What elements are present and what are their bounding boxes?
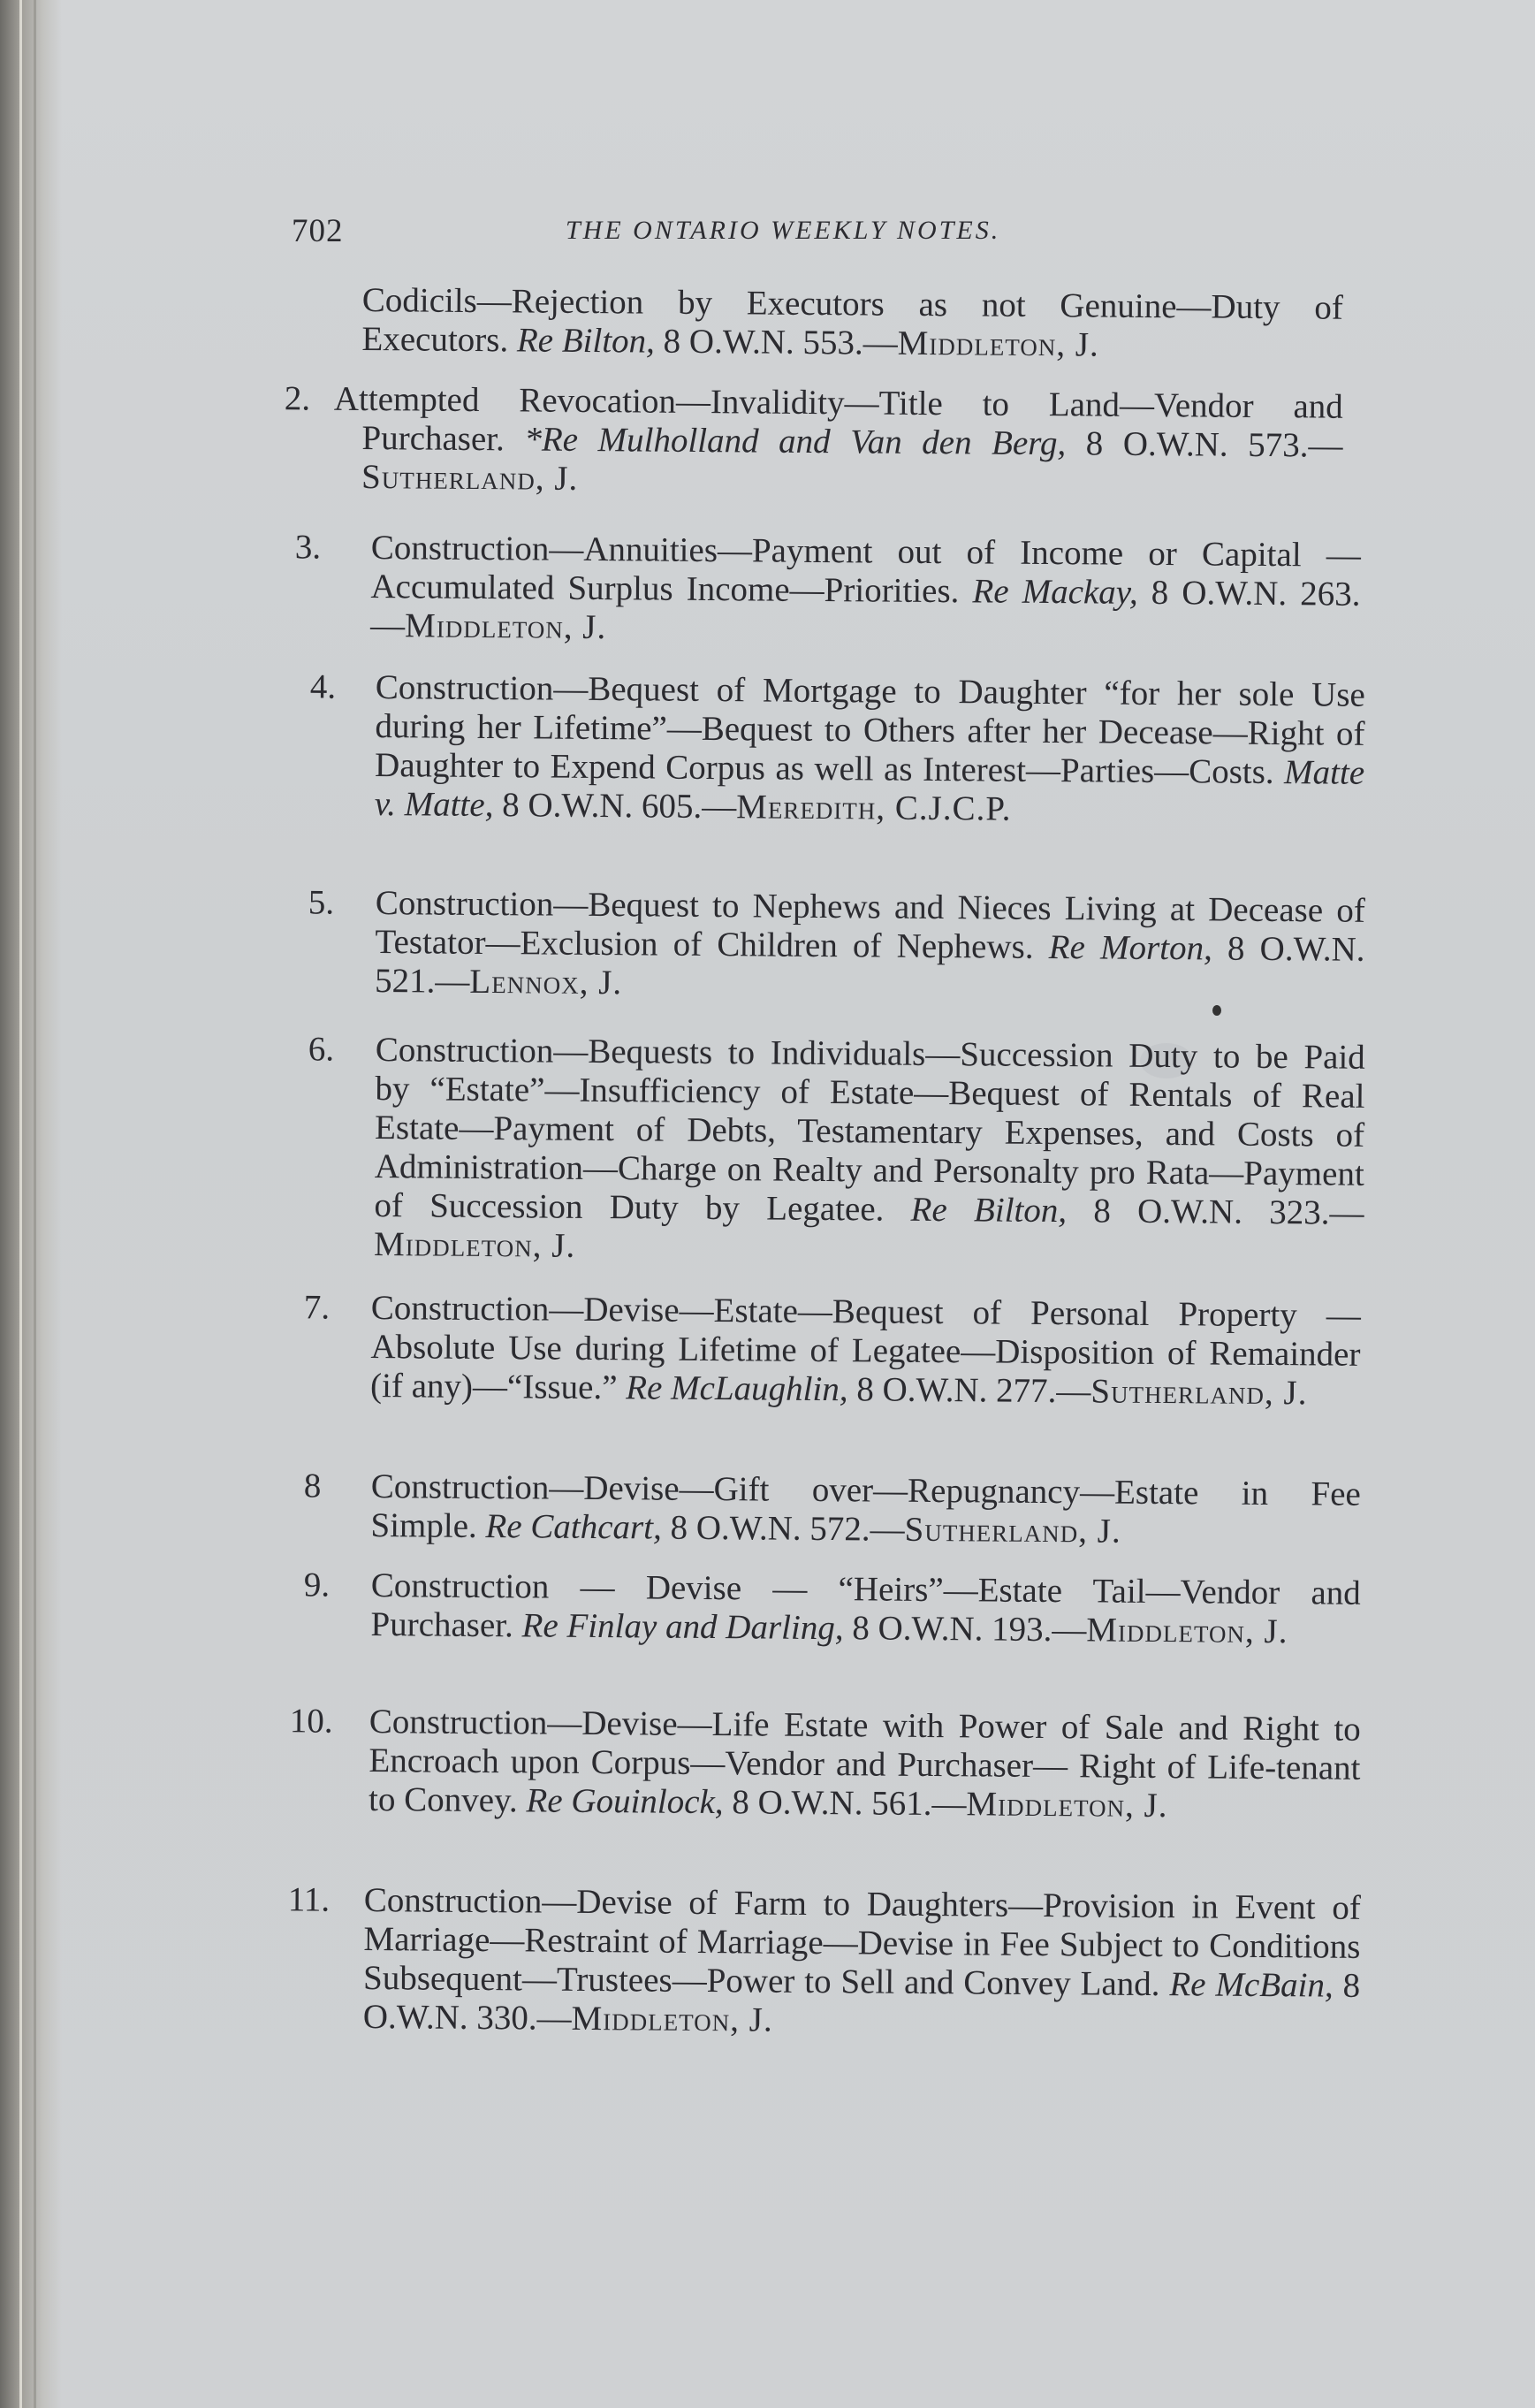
entry-text: Codicils—Rejection by Executors as not Genuine—Duty of Executors.: [361, 281, 1343, 360]
entry-text: Attempted Revocation—Invalidity—Title to Land—Vendor and Purchaser.: [333, 379, 1343, 459]
judge-name: Middleton, J.: [1086, 1611, 1288, 1651]
entry-number: 8: [303, 1467, 322, 1505]
case-reference: Re Mackay,: [972, 572, 1138, 612]
case-reference: Re McLaughlin,: [626, 1368, 848, 1409]
case-reference: Re Morton,: [1048, 927, 1212, 968]
citation: 8 O.W.N. 193.—: [843, 1609, 1087, 1650]
entry-text: Construction—Devise—Estate—Bequest of Personal Property —Absolute Use during Lifetime of Legatee—Disposition of Remainder (if any)—“Issue.”: [369, 1289, 1361, 1407]
judge-name: Lennox, J.: [469, 962, 623, 1002]
case-reference: Re McBain,: [1169, 1965, 1334, 2005]
digest-entry: [303, 1288, 1361, 1414]
entry-number: 11.: [287, 1880, 331, 1919]
case-reference: Re Bilton,: [516, 321, 656, 361]
judge-name: Middleton, J.: [897, 324, 1099, 364]
entry-number: 5.: [308, 883, 335, 922]
case-reference: Re Cathcart,: [485, 1507, 662, 1547]
citation: 8 O.W.N. 263.—: [369, 573, 1361, 645]
digest-entry: [294, 528, 1361, 653]
digest-entry: [289, 1702, 1361, 1827]
citation: 8 O.W.N. 573.—: [1066, 424, 1343, 465]
digest-entry: [361, 281, 1343, 367]
page-binding-shadow: [0, 0, 62, 2408]
entry-number: 2.: [284, 379, 311, 418]
entry-text: Construction—Devise—Gift over—Repugnancy—Estate in Fee Simple.: [370, 1467, 1361, 1545]
digest-entry: [308, 1030, 1365, 1272]
judge-name: Sutherland, J.: [904, 1510, 1121, 1551]
entry-text: Construction—Devise of Farm to Daughters—Provision in Event of Marriage—Restraint of Marriage—Devise in Fee Subject to Conditions Subsequent—Trustees—Power to Sell and Convey Land.: [362, 1881, 1361, 2004]
citation: 8 O.W.N. 572.—: [661, 1508, 905, 1549]
judge-name: Sutherland, J.: [1090, 1372, 1308, 1413]
citation: 8 O.W.N. 330.—: [362, 1966, 1361, 2038]
digest-entry: [309, 667, 1365, 832]
entry-text: Construction—Annuities—Payment out of Income or Capital —Accumulated Surplus Income—Priorities.: [370, 529, 1361, 611]
digest-entry: [284, 379, 1343, 505]
page-header: [292, 212, 1387, 265]
page-number: 702: [292, 213, 344, 249]
entry-text: Construction—Bequest of Mortgage to Daughter “for her sole Use during her Lifetime”—Bequest to Others after her Decease—Right of Daughter to Expend Corpus as well as Interest—Parties—Costs.: [374, 668, 1365, 791]
digest-entry: [303, 1467, 1361, 1553]
entry-text: Construction—Bequest to Nephews and Nieces Living at Decease of Testator—Exclusion of Children of Nephews.: [375, 884, 1365, 966]
page-edge-line: [34, 0, 36, 2408]
digest-entry: [303, 1566, 1361, 1652]
digest-entry: [308, 883, 1365, 1009]
citation: 8 O.W.N. 277.—: [847, 1370, 1091, 1411]
entry-number: 10.: [289, 1702, 333, 1741]
page-edge-line: [19, 0, 22, 2408]
citation: 8 O.W.N. 521.—: [374, 929, 1365, 1001]
entry-text: Construction — Devise — “Heirs”—Estate Tail—Vendor and Purchaser.: [370, 1566, 1361, 1645]
entry-number: 9.: [303, 1566, 331, 1604]
case-reference: Re Gouinlock,: [526, 1781, 724, 1822]
citation: 8 O.W.N. 561.—: [723, 1783, 967, 1824]
citation: 8 O.W.N. 553.—: [654, 322, 898, 362]
entry-text: Construction—Devise—Life Estate with Power of Sale and Right to Encroach upon Corpus—Vendor and Purchaser— Right of Life-tenant to Convey.: [368, 1703, 1361, 1820]
judge-name: Middleton, J.: [404, 606, 607, 647]
judge-name: Meredith, C.J.C.P.: [736, 788, 1012, 828]
judge-name: Middleton, J.: [373, 1224, 576, 1265]
judge-name: Sutherland, J.: [361, 457, 579, 498]
judge-name: Middleton, J.: [571, 1999, 773, 2039]
case-reference: Re Finlay and Darling,: [521, 1606, 844, 1648]
case-reference: Re Bilton,: [910, 1190, 1068, 1231]
case-reference: Matte v. Matte,: [374, 753, 1365, 825]
ink-speck: [1212, 1005, 1221, 1016]
citation: 8 O.W.N. 605.—: [493, 786, 737, 827]
entry-number: 3.: [294, 528, 322, 567]
digest-entry: [287, 1880, 1361, 2045]
entry-number: 6.: [308, 1030, 335, 1069]
judge-name: Middleton, J.: [966, 1785, 1168, 1825]
entry-number: 7.: [303, 1288, 331, 1327]
running-head: THE ONTARIO WEEKLY NOTES.: [566, 216, 1001, 245]
entry-number: 4.: [309, 667, 337, 706]
case-reference: *Re Mulholland and Van den Berg,: [524, 420, 1067, 463]
entry-text: Construction—Bequests to Individuals—Succession Duty to be Paid by “Estate”—Insufficiency of Estate—Bequest of Rentals of Real Estate—Payment of Debts, Testamentary Expenses, and Costs of Administration—Charge on Realty and Personalty pro Rata—Payment of Succession Duty by Legatee.: [374, 1031, 1365, 1229]
citation: 8 O.W.N. 323.—: [1066, 1192, 1364, 1232]
